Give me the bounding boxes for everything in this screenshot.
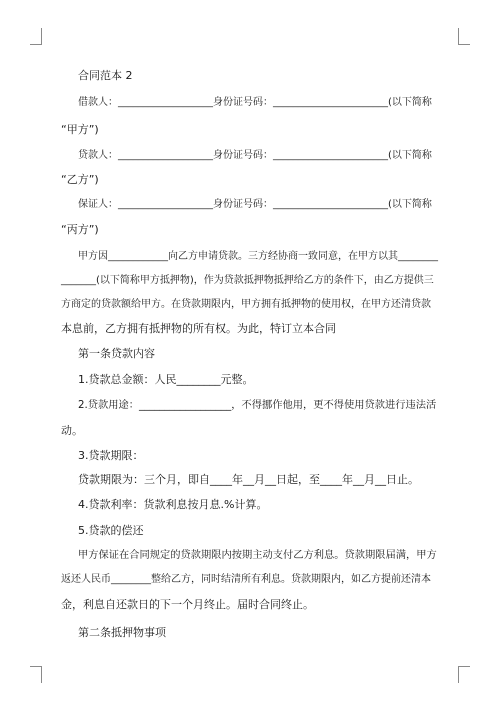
borrower-line: 借款人：___________________身份证号码：_______________________(以下简称	[78, 97, 432, 108]
clause-2-purpose-cont: 动。	[61, 424, 83, 437]
clause-5-repayment: 5.贷款的偿还	[78, 524, 144, 537]
preamble-line-1: 甲方因____________向乙方申请贷款。三方经协商一致同意，在甲方以其________	[78, 251, 438, 262]
crop-mark-bottom-right-vertical	[458, 666, 459, 683]
clause-3-term: 3.贷款期限：	[78, 449, 144, 462]
borrower-alias: “甲方”)	[61, 123, 99, 136]
clause-1-amount: 1.贷款总金额：人民________元整。	[78, 373, 254, 386]
clause-3-term-detail: 贷款期限为：三个月，即自____年__月__日起，至____年__月__日止。	[78, 473, 419, 486]
crop-mark-bottom-right-horizontal	[458, 666, 470, 667]
doc-title: 合同范本 2	[78, 69, 133, 82]
guarantor-line: 保证人：___________________身份证号码：_______________________(以下简称	[78, 199, 432, 210]
repayment-line-1: 甲方保证在合同规定的贷款期限内按期主动支付乙方利息。贷款期限届满，甲方	[78, 549, 437, 561]
clause-4-rate: 4.贷款利率：货款利息按月息.%计算。	[78, 498, 268, 511]
guarantor-alias: “丙方”)	[61, 223, 99, 236]
clause-2-purpose: 2.贷款用途：__________________，不得挪作他用，更不得使用贷款进行违法活	[78, 399, 437, 411]
preamble-line-2: _______(以下简称甲方抵押物)，作为贷款抵押物抵押给乙方的条件下，由乙方提供三	[61, 275, 434, 286]
lender-line: 贷款人：___________________身份证号码：_______________________(以下简称	[78, 150, 432, 161]
preamble-line-4: 本息前，乙方拥有抵押物的所有权。为此，特订立本合同	[61, 322, 336, 335]
repayment-line-2: 返还人民币________整给乙方，同时结清所有利息。贷款期限内，如乙方提前还清本	[61, 574, 431, 585]
article-1-heading: 第一条贷款内容	[78, 347, 155, 360]
repayment-line-3: 金，利息自还款日的下一个月终止。届时合同终止。	[61, 598, 314, 611]
crop-mark-top-right-horizontal	[458, 44, 470, 45]
article-2-heading: 第二条抵押物事项	[78, 626, 166, 639]
preamble-line-3: 方商定的贷款额给甲方。在贷款期限内，甲方拥有抵押物的使用权，在甲方还清贷款	[61, 299, 431, 310]
crop-mark-bottom-left-vertical	[41, 666, 42, 683]
crop-mark-top-right-vertical	[458, 28, 459, 45]
crop-mark-top-left-vertical	[41, 28, 42, 45]
lender-alias: “乙方”)	[61, 173, 99, 186]
